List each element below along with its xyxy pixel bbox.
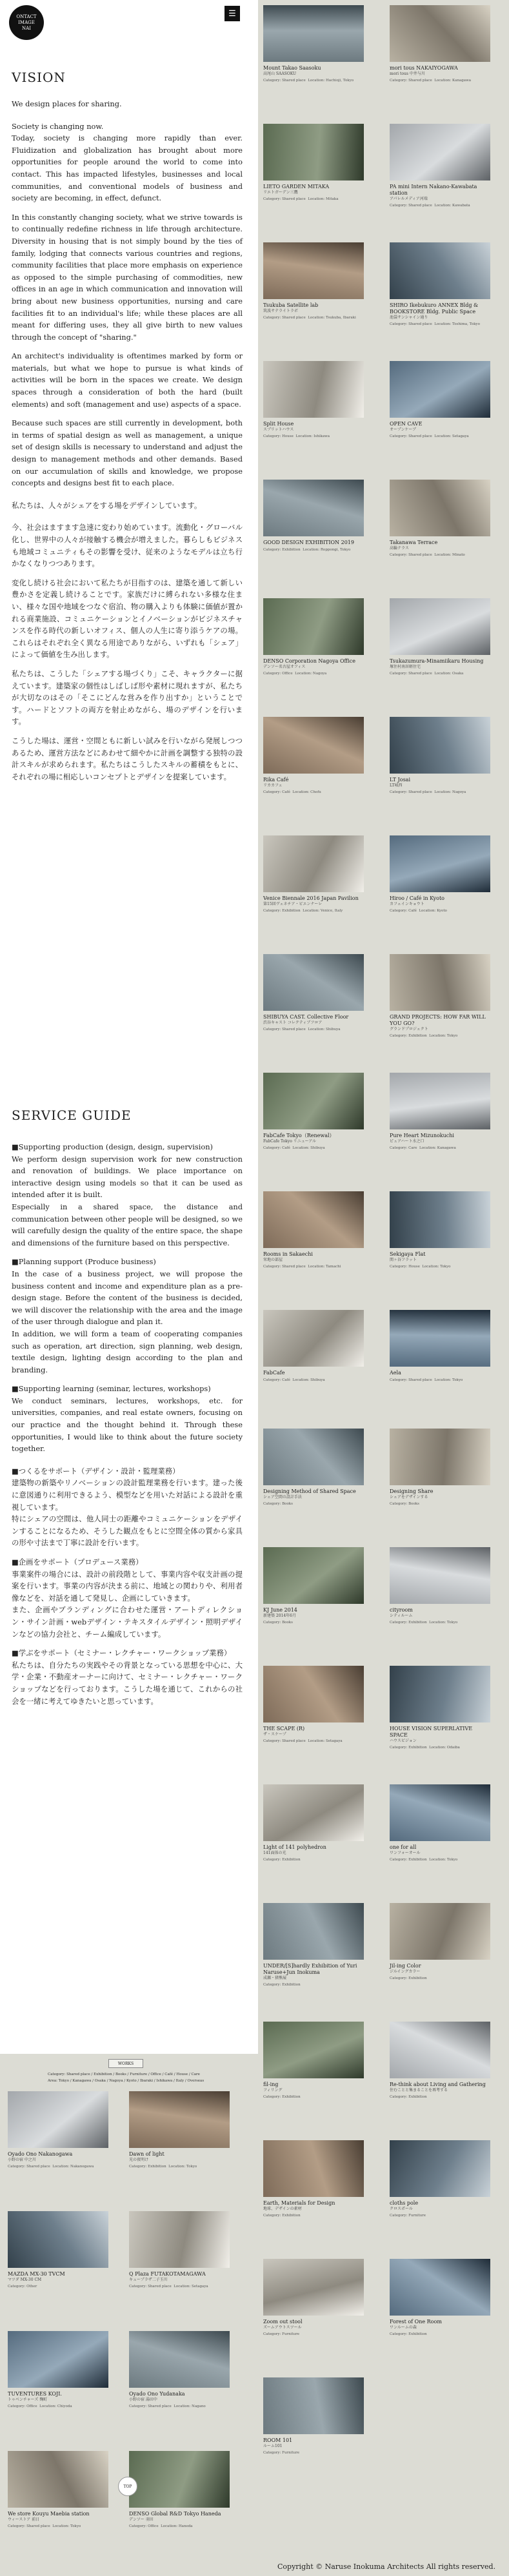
project-title[interactable]: fil-ing [263, 2082, 279, 2087]
project-card[interactable] [390, 1073, 490, 1151]
project-card[interactable] [263, 717, 364, 795]
project-title[interactable]: Re-think about Living and Gathering [390, 2082, 486, 2087]
project-meta: Category: Exhibition Location: Tokyo [390, 1858, 458, 1862]
category-filter[interactable]: Category: Shared place / Exhibition / Books / Furniture / Office / Café / House / Care [48, 2073, 200, 2076]
vision-para-jp: 今、社会はますます急速に変わり始めています。流動化・グローバル化し、世界中の人々が接触する機会が増えました。暮らしもビジネスも地域コミュニティもその影響を受け、従来のようなモデルは立ち行かなくなりつつあります。 [12, 523, 243, 569]
project-card[interactable] [390, 242, 490, 327]
project-thumbnail[interactable] [263, 954, 364, 1011]
project-title-jp: ワンフォーオール [390, 1851, 421, 1855]
service-item-head-jp: ■企画をサポート（プロデュース業務） [12, 1557, 143, 1566]
project-card[interactable] [263, 954, 364, 1032]
project-thumbnail[interactable] [390, 124, 490, 181]
project-meta: Category: Books [263, 1621, 293, 1625]
project-card[interactable] [8, 2211, 108, 2289]
project-title-jp: スプリットハウス [263, 427, 294, 432]
service-item-head: ■Planning support (Produce business) [12, 1257, 156, 1267]
project-card[interactable] [263, 1429, 364, 1507]
project-title-jp: ズームアウトスツール [263, 2325, 302, 2330]
project-meta: Category: Exhibition Location: Venice, Italy [263, 909, 343, 913]
project-thumbnail[interactable] [129, 2211, 230, 2268]
logo-line: ONTACT [16, 14, 37, 19]
project-title-jp: デンソー名古屋オフィス [263, 665, 306, 669]
project-meta: Category: Café Location: Shibuya [263, 1146, 325, 1150]
project-thumbnail[interactable] [263, 1073, 364, 1129]
project-title-jp: グランドプロジェクト [390, 1027, 428, 1031]
project-card[interactable] [390, 1547, 490, 1625]
project-card[interactable] [390, 2022, 490, 2100]
vision-para-jp: こうした場は、運営・空間ともに新しい試みを行いながら発展しつつあるため、運営方法などにあわせて細やかに計画を調整する独特の設計スキルが求められます。私たちはこうしたスキルの蓄積をもとに、それぞれの場に相応しいコンセプトとデザインを提案しています。 [12, 736, 243, 781]
project-title[interactable]: cityroom [390, 1607, 413, 1613]
project-card[interactable] [263, 1784, 364, 1862]
project-meta: Category: Shared place Location: Shibuya [263, 1028, 341, 1031]
project-meta: Category: Exhibition Location: Roppongi, Tokyo [263, 548, 351, 552]
project-meta: Category: Café Location: Chofu [263, 790, 321, 794]
project-meta: Category: Furniture [263, 2451, 300, 2455]
project-card[interactable] [263, 1191, 364, 1269]
vision-para-jp: 私たちは、人々がシェアをする場をデザインしています。 [12, 500, 202, 510]
project-meta: Category: Books [390, 1502, 419, 1506]
project-title-jp: 小野の宿 中之川 [8, 2158, 36, 2162]
project-title[interactable]: Designing Share [390, 1488, 434, 1494]
project-card[interactable] [390, 5, 490, 83]
project-title[interactable]: Q Plaza FUTAKOTAMAGAWA [129, 2271, 206, 2277]
project-title-jp: 成瀬・猪熊展 [263, 1976, 287, 1980]
project-card[interactable] [263, 5, 364, 83]
project-title[interactable]: LIETO GARDEN MITAKA [263, 184, 330, 190]
project-card[interactable] [263, 124, 364, 202]
project-meta: Category: Shared place Location: Setagaya [390, 434, 469, 438]
vision-para-jp: 変化し続ける社会において私たちが目指すのは、建築を通して新しい豊かさを定義し続けることです。家族だけに縛られない多様な住まい、様々な国や地域をつなぐ宿泊、物の購入よりも体験に価値が置かれる商業施設、コミュニケーションとイノベーションがビジネスチャンスを作る時代の新しいオフィス、個人の人生に寄り添うケアの場。これらはそれぞれ全く異なる用途でありながら、いずれも「シェア」によって価値を生み出します。 [12, 578, 243, 659]
project-meta: Category: Café Location: Kyoto [390, 909, 447, 913]
project-meta: Category: Shared place Location: Mitaka [263, 197, 339, 201]
project-card[interactable] [390, 2140, 490, 2218]
project-title[interactable]: LT Josai [390, 777, 410, 783]
project-thumbnail[interactable] [263, 1547, 364, 1604]
service-item-head: ■Supporting production (design, design, supervision) [12, 1142, 213, 1151]
project-card[interactable] [390, 124, 490, 208]
project-thumbnail[interactable] [263, 1429, 364, 1485]
project-thumbnail[interactable] [390, 1547, 490, 1604]
project-title[interactable]: mori tous NAKAIYOGAWA [390, 65, 458, 71]
project-card[interactable] [390, 1666, 490, 1750]
project-meta: Category: Exhibition [263, 1983, 301, 1987]
project-meta: Category: Furniture [263, 2332, 300, 2336]
project-card[interactable] [263, 835, 364, 913]
project-title[interactable]: Oyado Ono Yudanaka [129, 2391, 185, 2397]
project-title[interactable]: Tsukazumura-Minamiikaru Housing [390, 658, 484, 664]
service-item-head-jp: ■つくるをサポート（デザイン・設計・監理業務） [12, 1466, 180, 1476]
project-thumbnail[interactable] [390, 5, 490, 62]
project-card[interactable] [129, 2091, 230, 2169]
project-title-jp: 関ヶ谷フラット [390, 1258, 417, 1262]
project-thumbnail[interactable] [263, 2377, 364, 2434]
project-thumbnail[interactable] [390, 2259, 490, 2316]
project-title[interactable]: DENSO Global R&D Tokyo Haneda [129, 2511, 221, 2517]
project-title-jp: mori tous 中井与川 [390, 72, 425, 76]
project-title[interactable]: Aela [390, 1370, 401, 1376]
project-title[interactable]: PA mini Intern Nakano-Kawabata station [390, 184, 477, 196]
project-card[interactable] [263, 1666, 364, 1744]
project-title-jp: マツダ MX-30 CM [8, 2278, 42, 2282]
project-thumbnail[interactable] [263, 5, 364, 62]
project-card[interactable] [263, 480, 364, 552]
copyright: Copyright © Naruse Inokuma Architects All rights reserved. [277, 2562, 496, 2571]
project-title[interactable]: Hiroo / Café in Kyoto [390, 895, 444, 901]
project-title[interactable]: ROOM 101 [263, 2437, 293, 2443]
project-title[interactable]: Venice Biennale 2016 Japan Pavilion [263, 895, 359, 901]
project-title-jp: 池袋サンシャイン通り [390, 315, 428, 320]
project-title[interactable]: HOUSE VISION SUPERLATIVE SPACE [390, 1726, 473, 1738]
project-card[interactable] [129, 2331, 230, 2409]
project-card[interactable] [8, 2091, 108, 2169]
project-meta: Category: House Location: Ishikawa [263, 434, 330, 438]
project-title-jp: フィリング [263, 2088, 283, 2093]
project-title-jp: ワンルームの森 [390, 2325, 417, 2330]
project-meta: Category: House Location: Tokyo [390, 1265, 451, 1269]
project-meta: Category: Exhibition [263, 1858, 301, 1862]
project-title[interactable]: Forest of One Room [390, 2319, 442, 2325]
project-card[interactable] [390, 954, 490, 1039]
project-thumbnail[interactable] [390, 1310, 490, 1367]
project-title-jp: シェアをデザインする [390, 1495, 428, 1499]
project-title-jp: 住むことと集まることを再考する [390, 2088, 448, 2093]
project-thumbnail[interactable] [390, 480, 490, 536]
project-thumbnail[interactable] [263, 2259, 364, 2316]
project-title[interactable]: Earth, Materials for Design [263, 2200, 335, 2206]
project-meta: Category: Office Location: Nagoya [263, 672, 327, 676]
project-meta: Category: Exhibition [390, 2332, 427, 2336]
service-item-body: We conduct seminars, lectures, workshops, etc. for universities, companies, and real estate owners, focusing on our practice and the thought behind it. Through these opportunities, I would like to think about the future society together. [12, 1396, 243, 1454]
project-thumbnail[interactable] [8, 2091, 108, 2148]
project-title[interactable]: TUVENTURES KOJI. [8, 2391, 62, 2397]
project-title-jp: 141面体の光 [263, 1851, 286, 1855]
project-title[interactable]: THE SCAPE (R) [263, 1726, 305, 1732]
project-title[interactable]: Split House [263, 421, 294, 427]
project-title-jp: 渋谷キャスト コレクティブフロア [263, 1020, 323, 1025]
project-meta: Category: Shared place Location: Toshima, Tokyo [390, 322, 480, 326]
project-meta: Category: Café Location: Shibuya [263, 1378, 325, 1382]
service-item-body-jp: 事業案件の場合には、設計の前段階として、事業内容や収支計画の提案を行います。事業の内容が決まる前に、地域との関わりや、利用者像などを、対話を通して発見し、企画にしていきます。 また、企画やブランディングに合わせた運営・アートディレクション・サイン計画・webデザイン・テキスタイルデザイン・照明デザインなどの協力会社と、チーム編成しています。 [12, 1569, 243, 1639]
project-card[interactable] [390, 1784, 490, 1862]
project-thumbnail[interactable] [390, 361, 490, 418]
project-title-jp: ピュアハート水之口 [390, 1139, 424, 1144]
project-thumbnail[interactable] [129, 2091, 230, 2148]
project-meta: Category: Office Location: Haneda [129, 2524, 193, 2528]
project-thumbnail[interactable] [390, 1073, 490, 1129]
vision-tagline: We design places for sharing. [12, 99, 122, 108]
project-title[interactable]: MAZDA MX-30 TVCM [8, 2271, 65, 2277]
vision-para: An architect's individuality is oftentimes marked by form or materials, but what we hope to pursue is what kinds of activities will be born in the spaces we create. We design spaces through a consideration of both the hard (built elements) and soft (management and use) aspects of a space. [12, 351, 243, 409]
project-title-jp: ウィーストア 前日 [8, 2517, 40, 2522]
project-title[interactable]: SHIRO Ikebukuro ANNEX Bldg & BOOKSTORE Bldg. Public Space [390, 302, 479, 315]
project-thumbnail[interactable] [263, 1666, 364, 1722]
project-title[interactable]: GRAND PROJECTS: HOW FAR WILL YOU GO? [390, 1014, 486, 1026]
project-title-jp: ハウスビジョン [390, 1739, 417, 1743]
project-title-jp: 新建築 2014年6月 [263, 1614, 296, 1618]
project-card[interactable] [263, 2140, 364, 2218]
project-thumbnail[interactable] [390, 954, 490, 1011]
works-list-panel [0, 2054, 258, 2576]
project-meta: Category: Shared place Location: Osaka [390, 672, 464, 676]
project-title-jp: 高尾山 SAASOKU [263, 72, 297, 76]
project-thumbnail[interactable] [390, 1429, 490, 1485]
project-title[interactable]: FabCafe Tokyo（Renewal） [263, 1133, 335, 1138]
project-card[interactable] [129, 2211, 230, 2289]
project-title-jp: 栄地の部屋 [263, 1258, 283, 1262]
project-title-jp: アパレルメディア河端 [390, 197, 428, 201]
project-title[interactable]: KJ June 2014 [263, 1607, 297, 1613]
service-item-head: ■Supporting learning (seminar, lectures, workshops) [12, 1384, 211, 1394]
project-title-jp: トゥベンチャーズ 麹町 [8, 2397, 48, 2402]
project-meta: Category: Shared place Location: Setagaya [263, 1739, 343, 1743]
project-meta: Category: Shared place Location: Tsukuba, Ibaraki [263, 316, 356, 320]
project-thumbnail[interactable] [390, 1191, 490, 1248]
project-title-jp: 筑波サテライトラボ [263, 309, 298, 313]
project-meta: Category: Other [8, 2285, 37, 2288]
project-meta: Category: Care Location: Kanagawa [390, 1146, 456, 1150]
project-title[interactable]: Dawn of light [129, 2151, 165, 2157]
vision-para: Because such spaces are still currently in development, both in terms of spatial design as well as management, a unique set of design skills is necessary to understand and adjust the design to management methods and other demands. Based on our accumulation of skills and knowledge, we propose concepts and designs best fit to each place. [12, 418, 243, 488]
project-title[interactable]: Mount Takao Saasoku [263, 65, 321, 71]
project-card[interactable] [390, 598, 490, 676]
project-meta: Category: Shared place Location: Tokyo [390, 1378, 463, 1382]
project-thumbnail[interactable] [263, 835, 364, 892]
project-card[interactable] [263, 1073, 364, 1151]
project-title-jp: ジルイングカラー [390, 1969, 421, 1974]
area-filter[interactable]: Area: Tokyo / Kanagawa / Osaka / Nagoya / Kyoto / Ibaraki / Ishikawa / Italy / Overseas [48, 2079, 205, 2083]
project-thumbnail[interactable] [263, 242, 364, 299]
project-meta: Category: Office Location: Chiyoda [8, 2405, 72, 2408]
project-thumbnail[interactable] [390, 1666, 490, 1722]
project-meta: Category: Exhibition Location: Tokyo [129, 2165, 197, 2169]
project-title[interactable]: GOOD DESIGN EXHIBITION 2019 [263, 540, 354, 545]
project-card[interactable] [390, 1310, 490, 1383]
vision-para: Society is changing now. Today, society is changing more rapidly than ever. Fluidization and globalization has brought about more opportunities for people around the world to come into contact. This has impacted lifestyles, businesses and local communities, and conventional models of business and society are becoming, in effect, defunct. [12, 121, 243, 203]
brand-logo[interactable] [9, 5, 44, 40]
service-item-body-jp: 私たちは、自分たちの実践やその背景となっている思想を中心に、大学・企業・不動産オーナーに向けて、セミナー・レクチャー・ワークショップなどを行っております。こうした場を通じて、これからの社会を一緒に考えてゆきたいと思っています。 [12, 1660, 243, 1706]
project-meta: Category: Shared place Location: Nagano [129, 2405, 206, 2408]
project-thumbnail[interactable] [390, 598, 490, 655]
project-card[interactable] [263, 1547, 364, 1625]
project-title-jp: リカカフェ [263, 783, 283, 788]
project-card[interactable] [263, 598, 364, 676]
project-title[interactable]: Jil-ing Color [390, 1963, 421, 1969]
project-title[interactable]: Rooms in Sakaechi [263, 1251, 313, 1257]
project-meta: Category: Shared place Location: Minato [390, 553, 465, 557]
project-title-jp: 高輪テラス [390, 546, 409, 551]
project-thumbnail[interactable] [390, 717, 490, 774]
project-card[interactable] [390, 717, 490, 795]
project-meta: Category: Exhibition [390, 2095, 427, 2099]
project-title-jp: シェア空間の設計手法 [263, 1495, 302, 1499]
project-thumbnail[interactable] [390, 1784, 490, 1841]
project-title-jp: 光の夜明け [129, 2158, 149, 2162]
project-title-jp: シティルーム [390, 1614, 413, 1618]
project-meta: Category: Shared place Location: Tamachi [263, 1265, 341, 1269]
project-title-jp: オープンケーブ [390, 427, 417, 432]
project-title-jp: デンソー 羽田 [129, 2517, 154, 2522]
project-meta: Category: Shared place Location: Nakanogawa [8, 2165, 94, 2169]
project-meta: Category: Exhibition [263, 2214, 301, 2218]
project-thumbnail[interactable] [390, 2140, 490, 2197]
project-meta: Category: Exhibition [263, 2095, 301, 2099]
project-thumbnail[interactable] [263, 361, 364, 418]
service-title: SERVICE GUIDE [12, 1107, 132, 1123]
project-title-jp: ザ・スケープ [263, 1732, 286, 1737]
project-title-jp: カフェインキョウト [390, 902, 424, 906]
project-title[interactable]: SHIBUYA CAST. Collective Floor [263, 1014, 349, 1020]
project-title-jp: 第15回ヴェネチア・ビエンナーレ [263, 902, 323, 906]
project-meta: Category: Shared place Location: Kanagawa [390, 79, 471, 83]
project-title-jp: 地球、デザインの素材 [263, 2207, 302, 2211]
project-card[interactable] [263, 242, 364, 320]
project-card[interactable] [390, 1903, 490, 1981]
project-title-jp: LT城西 [390, 783, 403, 788]
project-title-jp: 塚住村南居軽住宅 [390, 665, 421, 669]
project-title[interactable]: UNDER/[S]hardly Exhibition of Yuri Naruse+Jun Inokuma [263, 1963, 357, 1975]
project-thumbnail[interactable] [390, 242, 490, 299]
project-title[interactable]: Tsukuba Satellite lab [263, 302, 319, 308]
logo-line: IMAGE [18, 19, 35, 25]
project-title[interactable]: Designing Method of Shared Space [263, 1488, 356, 1494]
project-title-jp: クロスポール [390, 2207, 413, 2211]
project-title[interactable]: FabCafe [263, 1370, 285, 1376]
project-title[interactable]: We store Kouyu Maebia station [8, 2511, 90, 2517]
project-card[interactable] [263, 2022, 364, 2100]
project-title-jp: FabCafe Tokyo リニューアル [263, 1139, 317, 1144]
project-title-jp: キュープラザ二子玉川 [129, 2278, 168, 2282]
project-title-jp: ルーム101 [263, 2444, 283, 2448]
project-thumbnail[interactable] [263, 1191, 364, 1248]
project-card[interactable] [129, 2451, 230, 2529]
project-thumbnail[interactable] [390, 835, 490, 892]
project-meta: Category: Shared place Location: Kawabata [390, 204, 470, 208]
hamburger-menu-icon[interactable]: ☰ [225, 6, 240, 21]
project-thumbnail[interactable] [390, 2022, 490, 2078]
project-thumbnail[interactable] [263, 2022, 364, 2078]
vision-para: In this constantly changing society, what we strive towards is to continually redefine richness in life through architecture. Diversity in housing that is not simply bound by the ties of family, lodging that connects various countries and regions, community facilities that place more emphasis on experience as opposed to the simple purchasing of commodities, new offices in an age in which communication and innovation will bring about new business opportunities, nursing and care facilities fit to an individual's life; while these places are all meant for differing uses, they all give birth to new values through the concept of "sharing." [12, 212, 243, 342]
project-title[interactable]: Light of 141 polyhedron [263, 1844, 326, 1850]
project-thumbnail[interactable] [263, 480, 364, 536]
vision-para-jp: 私たちは、こうした「シェアする場づくり」こそ、キャラクターに据えています。建築家の個性はしばしば形や素材に現れますが、私たちが大切なのはその「そこにどんな営みを作り出すか」ということです。ハードとソフトの両方を射止めながら、場のデザインを行います。 [12, 668, 243, 727]
project-title-jp: 小野の宿 湯田中 [129, 2397, 157, 2402]
project-meta: Category: Exhibition Location: Tokyo [390, 1034, 458, 1038]
service-item-body: In the case of a business project, we will propose the business content and income and expenditure plan as a pre-design stage. Before the content of the business is decided, we will discover the relationship with the area and the image of the user through dialogue and plan it. In addition, we will form a team of cooperating companies such as operation, art direction, sign planning, web design, textile design, lighting design according to the plan and branding. [12, 1269, 243, 1374]
project-card[interactable] [263, 1310, 364, 1383]
project-title[interactable]: cloths pole [390, 2200, 419, 2206]
project-title[interactable]: Zoom out stool [263, 2319, 303, 2325]
project-title[interactable]: one for all [390, 1844, 417, 1850]
project-card[interactable] [390, 480, 490, 558]
project-card[interactable] [263, 1903, 364, 1987]
project-thumbnail[interactable] [263, 717, 364, 774]
project-title[interactable]: Pure Heart Mizunokuchi [390, 1133, 454, 1138]
project-card[interactable] [390, 1429, 490, 1507]
go-to-top-button[interactable]: TOP [118, 2477, 137, 2496]
logo-line: NAI [22, 25, 31, 31]
project-meta: Category: Exhibition Location: Odaiba [390, 1746, 460, 1750]
project-card[interactable] [8, 2451, 108, 2529]
project-meta: Category: Books [263, 1502, 293, 1506]
project-meta: Category: Exhibition [390, 1976, 427, 1980]
project-meta: Category: Exhibition Location: Tokyo [390, 1621, 458, 1625]
service-text [12, 1141, 243, 1714]
project-card[interactable] [8, 2331, 108, 2409]
project-meta: Category: Shared place Location: Hachioji, Tokyo [263, 79, 354, 83]
project-title[interactable]: Sekigaya Flat [390, 1251, 426, 1257]
project-thumbnail[interactable] [8, 2211, 108, 2268]
project-title-jp: リエトガーデン三鷹 [263, 190, 298, 195]
project-card[interactable] [390, 361, 490, 439]
project-card[interactable] [390, 1191, 490, 1269]
project-card[interactable] [390, 2259, 490, 2337]
service-item-body: We perform design supervision work for new construction and renovation of buildings. We place importance on interactive design using models so that it can be used as intended after it is built. Especially in a shared space, the distance and communication between other people will be designed, so we will carefully design the quality of the entire space, the shape and dimensions of the furniture based on this perspective. [12, 1154, 243, 1247]
project-thumbnail[interactable] [263, 124, 364, 181]
project-card[interactable] [263, 2377, 364, 2455]
project-meta: Category: Furniture [390, 2214, 426, 2218]
project-thumbnail[interactable] [390, 1903, 490, 1960]
works-button[interactable]: WORKS [108, 2059, 143, 2068]
project-thumbnail[interactable] [263, 2140, 364, 2197]
project-card[interactable] [263, 361, 364, 439]
project-thumbnail[interactable] [129, 2451, 230, 2508]
project-card[interactable] [263, 2259, 364, 2337]
service-item-head-jp: ■学ぶをサポート（セミナー・レクチャー・ワークショップ業務） [12, 1648, 232, 1658]
project-title[interactable]: DENSO Corporation Nagoya Office [263, 658, 355, 664]
project-meta: Category: Shared place Location: Nagoya [390, 790, 466, 794]
project-thumbnail[interactable] [129, 2331, 230, 2388]
project-title[interactable]: Takanawa Terrace [390, 540, 438, 545]
service-item-body-jp: 建築物の新築やリノベーションの設計監理業務を行います。建った後に意図通りに利用できるよう、模型などを用いた対話による設計を重視しています。 特にシェアの空間は、他人同士の距離やコミュニケーションをデザインすることになるため、そうした観点をもとに空間全体の質から家具の形や寸法まで丁寧に設計を行います。 [12, 1478, 243, 1548]
project-thumbnail[interactable] [8, 2331, 108, 2388]
project-title[interactable]: Oyado Ono Nakanogawa [8, 2151, 73, 2157]
vision-title: VISION [12, 70, 66, 85]
project-title[interactable]: Rika Café [263, 777, 289, 783]
project-thumbnail[interactable] [8, 2451, 108, 2508]
projects-column [258, 0, 509, 2576]
project-card[interactable] [390, 835, 490, 913]
project-thumbnail[interactable] [263, 1903, 364, 1960]
project-meta: Category: Shared place Location: Setagaya [129, 2285, 208, 2288]
vision-text [12, 98, 243, 790]
project-title[interactable]: OPEN CAVE [390, 421, 423, 427]
project-thumbnail[interactable] [263, 598, 364, 655]
project-thumbnail[interactable] [263, 1784, 364, 1841]
project-thumbnail[interactable] [263, 1310, 364, 1367]
project-meta: Category: Shared place Location: Tokyo [8, 2524, 81, 2528]
